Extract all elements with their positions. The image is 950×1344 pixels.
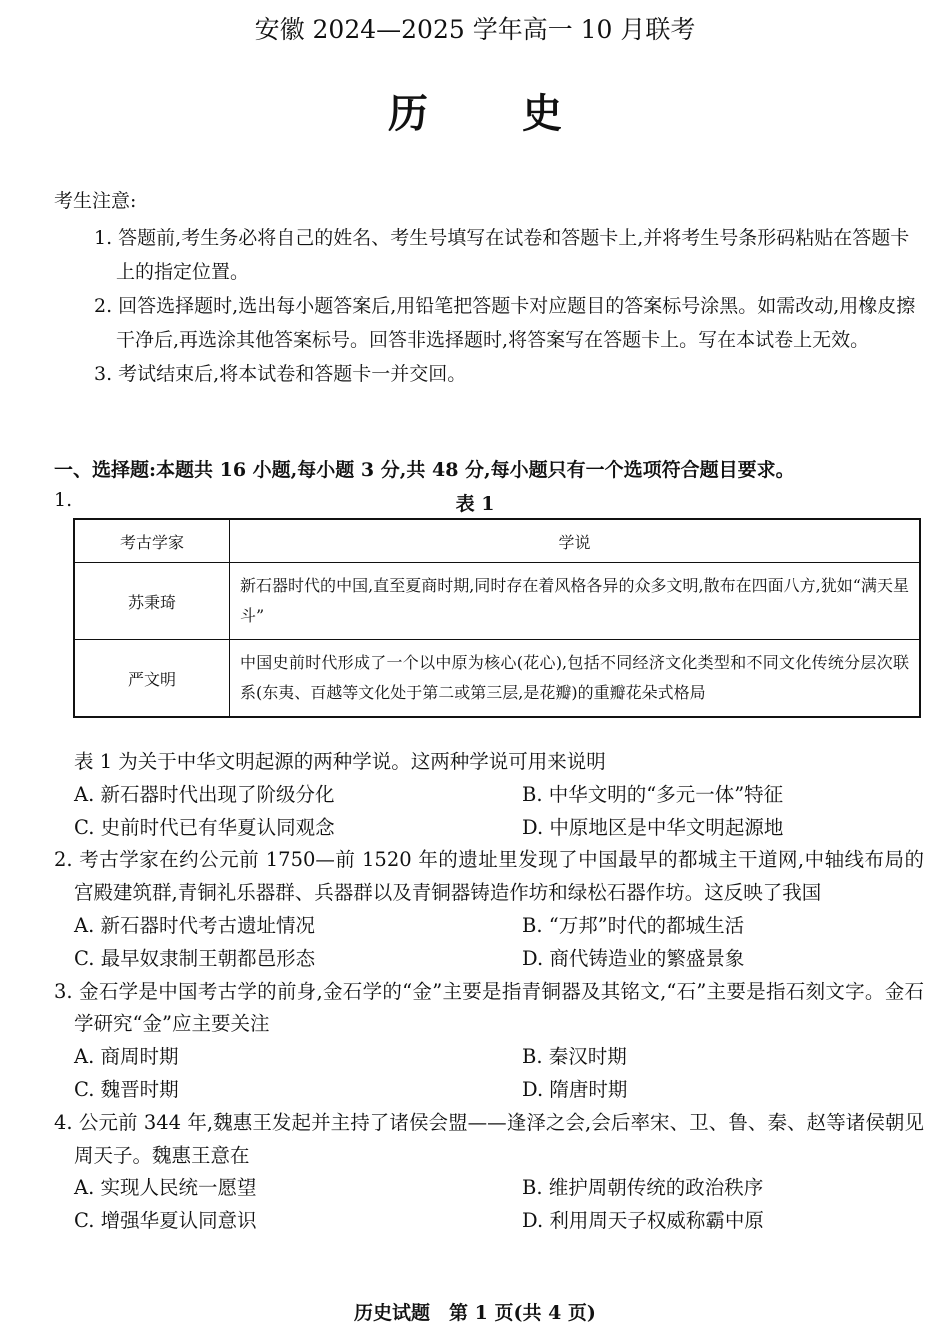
section-heading: 一、选择题:本题共 16 小题,每小题 3 分,共 48 分,每小题只有一个选项符合题目要求。 bbox=[54, 459, 795, 481]
notice-item-1: 1. 答题前,考生务必将自己的姓名、考生号填写在试卷和答题卡上,并将考生号条形码粘贴在答题卡上的指定位置。 bbox=[94, 227, 910, 283]
table-header-row bbox=[74, 519, 920, 563]
question-3-option-a[interactable]: A. 商周时期 bbox=[74, 1045, 179, 1069]
table-row bbox=[74, 563, 920, 640]
table-row bbox=[74, 640, 920, 718]
table-cell-text: 新石器时代的中国,直至夏商时期,同时存在着风格各异的众多文明,散布在四面八方,犹如“满天星斗” bbox=[230, 563, 921, 640]
question-4-option-a[interactable]: A. 实现人民统一愿望 bbox=[74, 1176, 257, 1200]
question-2-stem: 2. 考古学家在约公元前 1750—前 1520 年的遗址里发现了中国最早的都城主干道网,中轴线布局的宫殿建筑群,青铜礼乐器群、兵器群以及青铜器铸造作坊和绿松石器作坊。这反映了我国 bbox=[54, 848, 924, 905]
table-cell-name: 严文明 bbox=[74, 640, 230, 718]
options-row bbox=[54, 812, 924, 845]
question-4-stem: 4. 公元前 344 年,魏惠王发起并主持了诸侯会盟——逢泽之会,会后率宋、卫、鲁、秦、赵等诸侯朝见周天子。魏惠王意在 bbox=[54, 1110, 924, 1167]
question-3-option-c[interactable]: C. 魏晋时期 bbox=[74, 1077, 179, 1101]
question-2-option-c[interactable]: C. 最早奴隶制王朝都邑形态 bbox=[74, 946, 316, 970]
options-row bbox=[54, 943, 924, 976]
subject-title: 历 史 bbox=[388, 90, 602, 137]
question-1-stem: 表 1 为关于中华文明起源的两种学说。这两种学说可用来说明 bbox=[74, 750, 606, 773]
options-row bbox=[54, 1205, 924, 1238]
question-2-option-b[interactable]: B. “万邦”时代的都城生活 bbox=[522, 913, 745, 937]
page-footer: 历史试题 第 1 页(共 4 页) bbox=[354, 1302, 596, 1324]
table-cell-name: 苏秉琦 bbox=[74, 563, 230, 640]
options-row bbox=[54, 910, 924, 943]
question-1-number: 1. bbox=[54, 489, 73, 511]
question-3-option-b[interactable]: B. 秦汉时期 bbox=[522, 1045, 627, 1069]
table-header-archaeologist: 考古学家 bbox=[74, 519, 230, 563]
table-header-theory: 学说 bbox=[230, 519, 921, 563]
question-1-option-a[interactable]: A. 新石器时代出现了阶级分化 bbox=[74, 782, 335, 806]
question-2-option-a[interactable]: A. 新石器时代考古遗址情况 bbox=[74, 913, 315, 937]
question-1-option-b[interactable]: B. 中华文明的“多元一体”特征 bbox=[522, 782, 784, 806]
question-3-stem: 3. 金石学是中国考古学的前身,金石学的“金”主要是指青铜器及其铭文,“石”主要是指石刻文字。金石学研究“金”应主要关注 bbox=[54, 979, 924, 1036]
notice-title: 考生注意: bbox=[54, 190, 137, 212]
notice-block bbox=[54, 186, 924, 391]
question-3-option-d[interactable]: D. 隋唐时期 bbox=[522, 1077, 628, 1101]
options-row bbox=[54, 1041, 924, 1074]
questions-block bbox=[54, 746, 924, 1238]
question-2-option-d[interactable]: D. 商代铸造业的繁盛景象 bbox=[522, 946, 745, 970]
options-row bbox=[54, 779, 924, 812]
notice-item-2: 2. 回答选择题时,选出每小题答案后,用铅笔把答题卡对应题目的答案标号涂黑。如需改动,用橡皮擦干净后,再选涂其他答案标号。回答非选择题时,将答案写在答题卡上。写在本试卷上无效。 bbox=[94, 295, 916, 351]
question-1-option-c[interactable]: C. 史前时代已有华夏认同观念 bbox=[74, 815, 335, 839]
exam-title: 安徽 2024—2025 学年高一 10 月联考 bbox=[254, 15, 696, 44]
options-row bbox=[54, 1172, 924, 1205]
question-4-option-d[interactable]: D. 利用周天子权威称霸中原 bbox=[522, 1209, 764, 1233]
table-caption: 表 1 bbox=[455, 493, 495, 515]
options-row bbox=[54, 1074, 924, 1107]
table-cell-text: 中国史前时代形成了一个以中原为核心(花心),包括不同经济文化类型和不同文化传统分层次联系(东夷、百越等文化处于第二或第三层,是花瓣)的重瓣花朵式格局 bbox=[230, 640, 921, 718]
question-4-option-c[interactable]: C. 增强华夏认同意识 bbox=[74, 1209, 257, 1233]
theory-table bbox=[73, 518, 921, 718]
notice-item-3: 3. 考试结束后,将本试卷和答题卡一并交回。 bbox=[94, 363, 467, 385]
question-4-option-b[interactable]: B. 维护周朝传统的政治秩序 bbox=[522, 1176, 764, 1200]
question-1-option-d[interactable]: D. 中原地区是中华文明起源地 bbox=[522, 815, 784, 839]
